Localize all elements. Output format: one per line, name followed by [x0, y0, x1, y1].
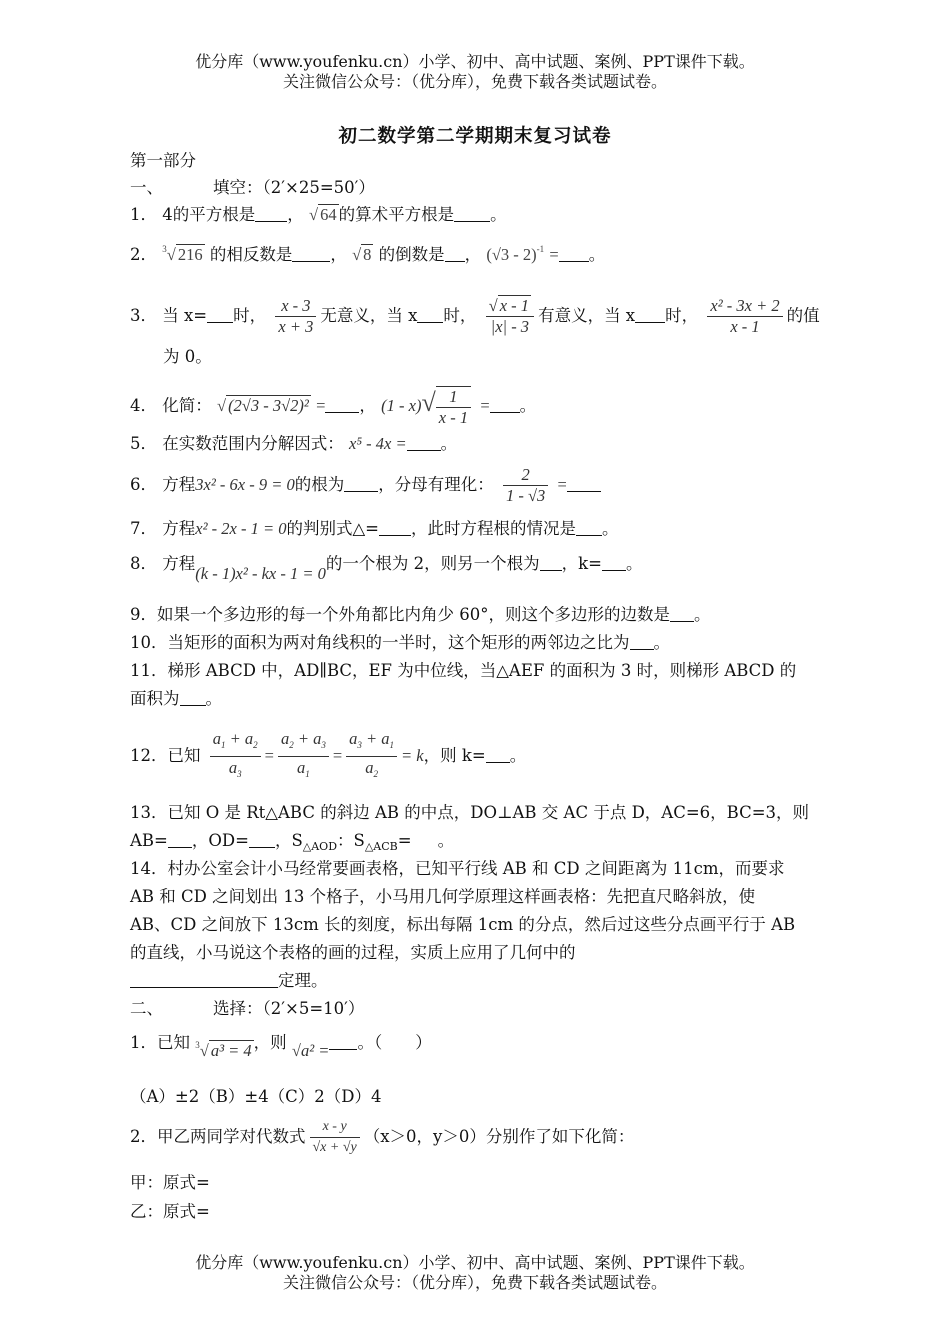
- question-9: 9．如果一个多边形的每一个外角都比内角少 60°，则这个多边形的边数是 。: [130, 605, 711, 624]
- q-number: 2．: [130, 1127, 157, 1146]
- sqrt-expr: √ (2√3 - 3√2)²: [217, 396, 309, 415]
- q-text: 无意义，当 x: [320, 306, 418, 325]
- answer-blank[interactable]: [490, 396, 520, 413]
- q-text: 的根为: [294, 475, 345, 494]
- sqrt-8: √ 8: [352, 245, 372, 264]
- fraction-2: $\frac{√ x - 1}{|x| - 3}$: [486, 296, 534, 337]
- answer-blank[interactable]: [567, 475, 601, 492]
- answer-blank[interactable]: [445, 245, 465, 262]
- question-13: 13．已知 O 是 Rt△ABC 的斜边 AB 的中点，DO⊥AB 交 AC 于点 D，AC=6，BC=3，则: [130, 803, 810, 822]
- jia-line: 甲：原式=: [130, 1173, 210, 1192]
- equals: =: [549, 245, 559, 264]
- answer-blank[interactable]: [255, 205, 287, 222]
- q-text: ，: [287, 205, 304, 224]
- answer-blank[interactable]: [486, 746, 510, 763]
- q-text: 的一个根为 2，则另一个根为: [325, 554, 540, 573]
- fraction-3: $\frac{\text{x² - 3x + 2}}{x - 1}$: [707, 296, 782, 337]
- section-1-num: 一、: [130, 178, 163, 197]
- section-2-heading: 二、 选择：（2′×5=10′）: [130, 999, 365, 1018]
- fraction-6: $\frac{x - y}{√x + √y}$: [310, 1117, 360, 1158]
- choice-1: [130, 1026, 875, 1060]
- question-8: [130, 547, 875, 581]
- math-expr: 3x² - 6x - 9 = 0: [195, 475, 295, 494]
- q-text: ，分母有理化：: [378, 475, 494, 494]
- q-text: 时，: [233, 306, 267, 325]
- expr-power: (√3 - 2)$^{-1}$: [486, 244, 545, 264]
- q-text: 。: [490, 205, 507, 224]
- q-number: 2．: [130, 245, 157, 264]
- answer-blank[interactable]: [379, 519, 411, 536]
- q-number: 1．: [130, 1033, 157, 1052]
- answer-blank[interactable]: [407, 434, 441, 451]
- sqrt-a2: √a² =: [291, 1041, 330, 1060]
- header-line-1: 优分库（www.youfenku.cn）小学、初中、高中试题、案例、PPT课件下载。: [195, 52, 755, 71]
- answer-blank[interactable]: [292, 245, 330, 262]
- page-title: 初二数学第二学期期末复习试卷: [338, 126, 612, 147]
- q-text: 的倒数是: [378, 245, 445, 264]
- question-14-line-1: 14．村办公室会计小马经常要画表格，已知平行线 AB 和 CD 之间距离为 11cm，而要求: [130, 859, 785, 878]
- q-number: 8．: [130, 554, 157, 573]
- equals: =: [316, 396, 326, 415]
- part-heading: 第一部分: [130, 151, 196, 170]
- q-number: 6．: [130, 475, 157, 494]
- q-text: ，k=: [561, 554, 602, 573]
- answer-blank[interactable]: [630, 633, 654, 650]
- question-1: [130, 204, 875, 226]
- question-13-cont: AB= ，OD= ，$S_{\triangle AOD}$：$S_{\triangle ACB}=$ 。: [130, 831, 455, 853]
- q-text: 。: [601, 519, 619, 538]
- math-expr: x² - 2x - 1 = 0: [195, 519, 287, 538]
- question-14-line-2: AB 和 CD 之间划出 13 个格子，小马用几何学原理这样画表格：先把直尺略斜放，使: [130, 887, 756, 906]
- question-4: [130, 380, 875, 426]
- cube-root-a3: $^3$√ a³ = 4: [195, 1040, 252, 1060]
- answer-blank[interactable]: [576, 519, 602, 536]
- answer-blank[interactable]: [168, 831, 192, 848]
- yi-line: 乙：原式=: [130, 1202, 210, 1221]
- q-text: 时，: [443, 306, 477, 325]
- q-text: ，: [330, 245, 347, 264]
- q-text: 已知: [167, 746, 201, 765]
- choice-2: [130, 1114, 875, 1160]
- q-number: 3．: [130, 306, 157, 325]
- answer-blank[interactable]: [454, 205, 490, 222]
- question-12: 12．已知 $\frac{a_1 + a_2}{a_3}$ = $\frac{a_2 + a_3}{a_1}$ = $\frac{a_3 + a_1}{a_2}$ = k，则 k= 。: [130, 728, 875, 778]
- q-text: 的判别式△=: [286, 519, 379, 538]
- answer-blank[interactable]: [249, 831, 275, 848]
- q-text: 4的平方根是: [162, 205, 256, 224]
- answer-blank[interactable]: [417, 306, 443, 323]
- q-text: 的值: [786, 306, 820, 325]
- q-text: 方程: [162, 554, 196, 573]
- q-text: 。: [625, 554, 643, 573]
- fraction-5: $\frac{2}{1 - √3}$: [503, 465, 548, 506]
- question-3: [130, 293, 875, 339]
- fraction-a1: $\frac{a_1 + a_2}{a_3}$: [210, 728, 261, 785]
- q-text: （x＞0，y＞0）分别作了如下化简：: [363, 1127, 635, 1146]
- q-text: 化简：: [162, 396, 212, 415]
- answer-blank[interactable]: [130, 971, 278, 988]
- answer-blank[interactable]: [559, 245, 589, 262]
- q-text: 有意义，当 x: [538, 306, 636, 325]
- q-text: 。: [588, 245, 606, 264]
- q-text: ，此时方程根的情况是: [410, 519, 576, 538]
- question-14-line-3: AB、CD 之间放下 13cm 长的刻度，标出每隔 1cm 的分点，然后过这些分点画平行于 AB: [130, 915, 796, 934]
- math-expr: (k - 1)x² - kx - 1 = 0: [195, 564, 326, 583]
- q-text: 当 x=: [162, 306, 208, 325]
- equals: =: [480, 396, 490, 415]
- answer-blank[interactable]: [207, 306, 233, 323]
- q-number: 1．: [130, 205, 157, 224]
- answer-blank[interactable]: [670, 605, 694, 622]
- q-text: 在实数范围内分解因式：: [162, 434, 344, 453]
- question-5: [130, 433, 875, 455]
- footer-line-1: 优分库（www.youfenku.cn）小学、初中、高中试题、案例、PPT课件下载。: [195, 1253, 755, 1272]
- fraction-1: $\frac{x - 3}{x + 3}$: [275, 296, 316, 337]
- footer-line-2: 关注微信公众号：（优分库），免费下载各类试题试卷。: [282, 1273, 667, 1292]
- q-number: 7．: [130, 519, 157, 538]
- answer-blank[interactable]: [344, 475, 378, 492]
- q-text: 的相反数是: [209, 245, 293, 264]
- q-text: 方程: [162, 519, 196, 538]
- question-3-cont: 为 0。: [163, 347, 212, 366]
- question-11: 11．梯形 ABCD 中，AD∥BC，EF 为中位线，当△AEF 的面积为 3 时，则梯形 ABCD 的: [130, 661, 797, 680]
- answer-blank[interactable]: [329, 1033, 357, 1050]
- q-text: 时，: [665, 306, 699, 325]
- answer-blank[interactable]: [635, 306, 665, 323]
- question-2: [130, 238, 875, 266]
- section-1-label: 填空：（2′×25=50′）: [213, 178, 375, 197]
- q-text: 的算术平方根是: [338, 205, 455, 224]
- choice-1-options: （A）±2（B）±4（C）2（D）4: [130, 1087, 382, 1106]
- cube-root-216: $^3$√ 216: [162, 244, 203, 264]
- q-text: 已知: [157, 1033, 190, 1052]
- header-line-2: 关注微信公众号：（优分库），免费下载各类试题试卷。: [282, 72, 667, 91]
- math-expr: x⁵ - 4x =: [349, 434, 407, 453]
- question-11-cont: 面积为 。: [130, 689, 222, 708]
- q-text: 。: [519, 396, 537, 415]
- answer-blank[interactable]: [540, 554, 562, 571]
- answer-blank[interactable]: [602, 554, 626, 571]
- fraction-a2: $\frac{a_2 + a_3}{a_1}$: [278, 728, 329, 785]
- question-7: [130, 518, 875, 540]
- q-number: 5．: [130, 434, 157, 453]
- q-text: ，则: [253, 1033, 287, 1052]
- factor: (1 - x): [381, 396, 422, 415]
- q-text: ，则 k=: [423, 746, 486, 765]
- question-14-line-4: 的直线，小马说这个表格的画的过程，实质上应用了几何中的: [130, 943, 576, 962]
- section-1-heading: [130, 177, 875, 199]
- answer-blank[interactable]: [180, 689, 206, 706]
- fraction-a3: $\frac{a_3 + a_1}{a_2}$: [346, 728, 397, 785]
- q-text: 方程: [162, 475, 196, 494]
- q-text: 。（ ）: [357, 1033, 432, 1052]
- q-text: ，: [464, 245, 482, 264]
- question-10: 10．当矩形的面积为两对角线积的一半时，这个矩形的两邻边之比为 。: [130, 633, 670, 652]
- answer-blank[interactable]: [325, 396, 359, 413]
- q-text: 。: [440, 434, 458, 453]
- sqrt-64: √ 64: [309, 205, 337, 224]
- q-text: ，: [359, 396, 376, 415]
- q-number: 4．: [130, 396, 157, 415]
- q-text: 甲乙两同学对代数式: [157, 1127, 306, 1146]
- question-6: [130, 462, 875, 508]
- q-number: 12．: [130, 746, 168, 765]
- equals: =: [557, 475, 567, 494]
- q-text: 。: [509, 746, 527, 765]
- question-14-line-5: 定理。: [130, 970, 875, 992]
- fraction-4: $\frac{1}{x - 1}$: [436, 386, 471, 428]
- sqrt-sign: √: [421, 388, 436, 417]
